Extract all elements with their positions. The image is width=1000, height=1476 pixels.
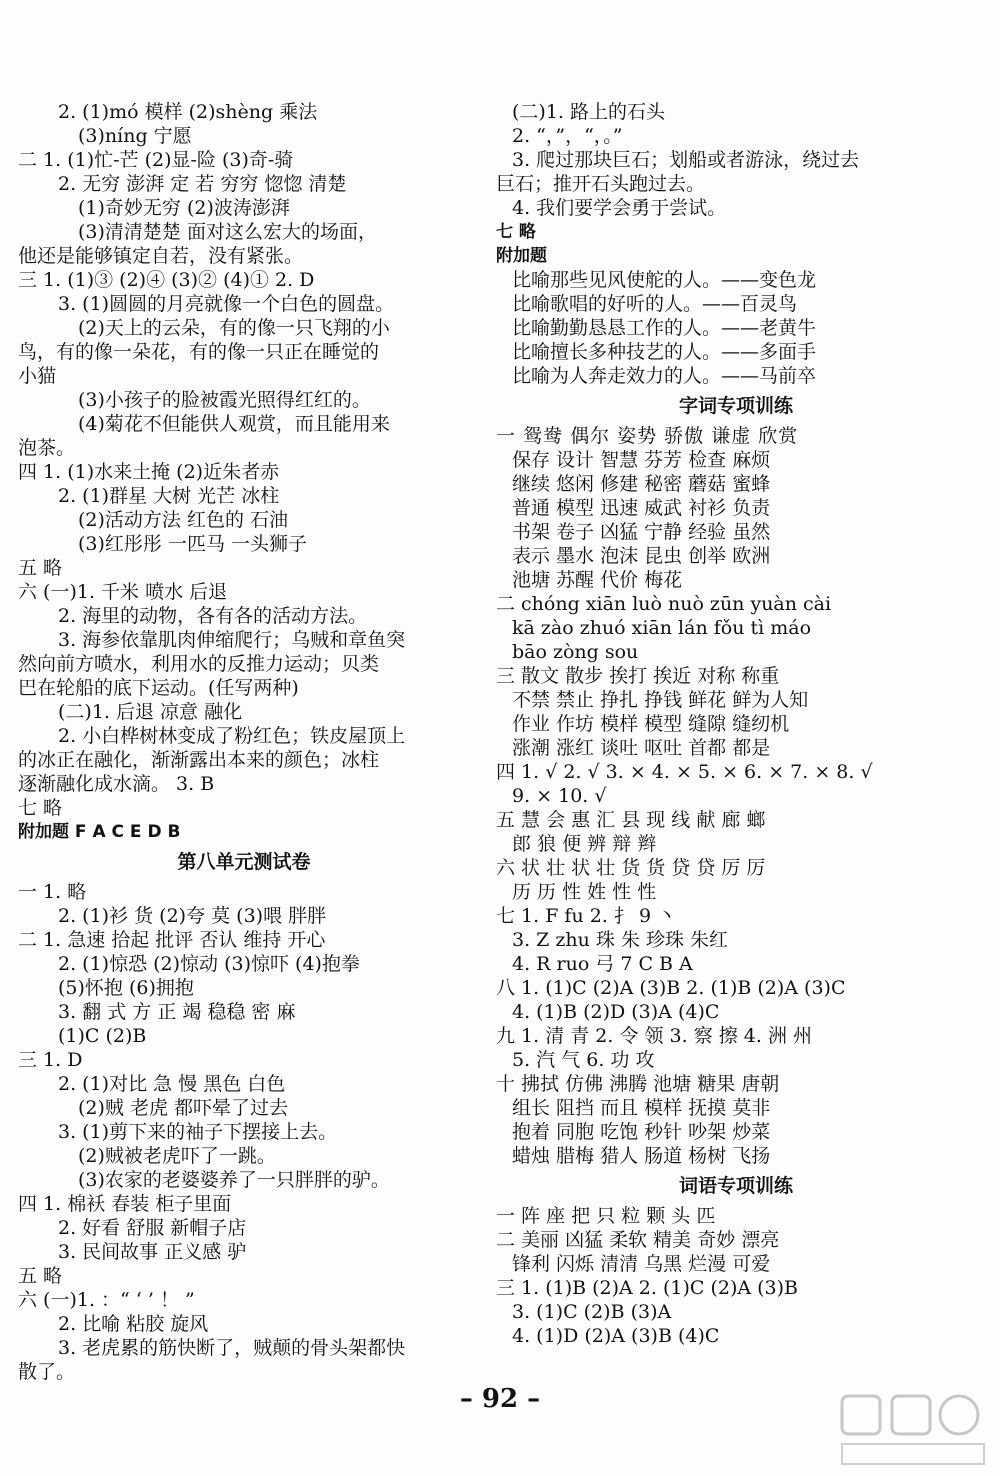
answer-line: (3)小孩子的脸被霞光照得红红的。 [78,389,371,411]
answer-line: 巨石；推开石头跑过去。 [496,173,706,195]
answer-line: 附加题 F A C E D B [18,822,181,842]
answer-line: 五 慧 会 惠 汇 县 现 线 献 廊 螂 [496,809,766,831]
answer-line: (2)天上的云朵，有的像一只飞翔的小 [78,317,390,339]
answer-line: 2. “，”，“，。” [512,125,623,147]
answer-line: 三 1. (1)③ (2)④ (3)② (4)① 2. D [18,269,315,291]
answer-line: 抱着 同胞 吃饱 秒针 吵架 炒菜 [512,1121,771,1143]
answer-line: 四 1. √ 2. √ 3. × 4. × 5. × 6. × 7. × 8. √ [496,761,873,783]
answer-line: 三 1. D [18,1049,83,1071]
answer-line: 9. × 10. √ [512,785,607,807]
watermark-logo [838,1392,988,1470]
answer-line: 继续 悠闲 修建 秘密 蘑菇 蜜蜂 [512,473,771,495]
answer-line: (2)活动方法 红色的 石油 [78,509,288,531]
answer-line: 组长 阻挡 而且 模样 抚摸 莫非 [512,1097,771,1119]
answer-line: 比喻擅长多种技艺的人。——多面手 [512,341,817,363]
answer-line: 七 略 [496,222,536,242]
answer-line: 九 1. 清 青 2. 令 领 3. 察 擦 4. 洲 州 [496,1025,812,1047]
answer-line: 六 (一)1. ：“ ‘ ’ ！ ” [18,1289,195,1311]
answer-line: 蜡烛 腊梅 猎人 肠道 杨树 飞扬 [512,1145,771,1167]
answer-line: 2. 小白桦树林变成了粉红色；铁皮屋顶上 [58,725,406,747]
answer-line: 逐渐融化成水滴。 3. B [18,773,215,795]
answer-line: 一 鸳鸯 偶尔 姿势 骄傲 谦虚 欣赏 [496,425,799,447]
answer-line: 小猫 [18,365,57,387]
answer-line: 三 散文 散步 挨打 挨近 对称 称重 [496,665,780,687]
answer-line: 书架 卷子 凶猛 宁静 经验 虽然 [512,521,771,543]
answer-line: (2)贼 老虎 都吓晕了过去 [78,1097,288,1119]
answer-line: 二 chóng xiān luò nuò zūn yuàn cài [496,593,832,615]
answer-line: 附加题 [496,246,547,266]
answer-line: 4. (1)D (2)A (3)B (4)C [512,1325,720,1347]
answer-line: 2. (1)对比 急 慢 黑色 白色 [58,1073,286,1095]
answer-line: 四 1. (1)水来土掩 (2)近朱者赤 [18,461,280,483]
answer-line: 比喻勤勤恳恳工作的人。——老黄牛 [512,317,817,339]
answer-line: 比喻为人奔走效力的人。——马前卒 [512,365,817,387]
answer-line: 池塘 苏醒 代价 梅花 [512,569,683,591]
answer-line: 4. R ruo 弓 7 C B A [512,953,693,975]
answer-line: 2. 无穷 澎湃 定 若 穷穷 惚惚 清楚 [58,173,347,195]
answer-line: 五 略 [18,557,63,579]
answer-line: (1)C (2)B [58,1025,147,1047]
section-heading: 第八单元测试卷 [177,851,311,873]
answer-line: 3. Z zhu 珠 朱 珍珠 朱红 [512,929,729,951]
answer-line: (二)1. 路上的石头 [512,101,665,123]
answer-line: (1)奇妙无穷 (2)波涛澎湃 [78,197,290,219]
section-heading: 字词专项训练 [678,395,793,417]
answer-line: 十 拂拭 仿佛 沸腾 池塘 糖果 唐朝 [496,1073,780,1095]
answer-line: 他还是能够镇定自若，没有紧张。 [18,245,304,267]
answer-line: 一 阵 座 把 只 粒 颗 头 匹 [496,1205,716,1227]
answer-line: 2. 海里的动物，各有各的活动方法。 [58,605,368,627]
answer-line: 3. 翻 式 方 正 竭 稳稳 密 麻 [58,1001,296,1023]
answer-line: 泡茶。 [18,437,76,459]
right-column [496,100,976,1348]
answer-line: 二 美丽 凶猛 柔软 精美 奇妙 漂亮 [496,1229,780,1251]
answer-line: 2. (1)惊恐 (2)惊动 (3)惊吓 (4)抱拳 [58,953,360,975]
answer-line: 散了。 [18,1361,76,1383]
answer-line: 作业 作坊 模样 模型 缝隙 缝纫机 [512,713,790,735]
answer-line: 二 1. 急速 拾起 批评 否认 维持 开心 [18,929,326,951]
answer-line: 5. 汽 气 6. 功 攻 [512,1049,655,1071]
answer-line: 3. (1)剪下来的袖子下摆接上去。 [58,1121,338,1143]
answer-line: 六 (一)1. 千米 喷水 后退 [18,581,228,603]
answer-line: 2. 好看 舒服 新帽子店 [58,1217,247,1239]
answer-line: 3. 民间故事 正义感 驴 [58,1241,247,1263]
answer-line: 五 略 [18,1265,63,1287]
section-heading: 词语专项训练 [678,1175,793,1197]
answer-line: 一 1. 略 [18,881,87,903]
answer-line: (5)怀抱 (6)拥抱 [58,977,194,999]
answer-line: 七 1. F fu 2. 扌 9 丶 [496,905,677,927]
answer-line: 涨潮 涨红 谈吐 呕吐 首都 都是 [512,737,771,759]
answer-line: 4. 我们要学会勇于尝试。 [512,197,727,219]
answer-line: 鸟，有的像一朵花，有的像一只正在睡觉的 [18,341,380,363]
answer-line: 3. 老虎累的筋快断了，贼颠的骨头架都快 [58,1337,406,1359]
answer-line: 巴在轮船的底下运动。(任写两种) [18,677,299,699]
answer-line: 锋利 闪烁 清清 乌黑 烂漫 可爱 [512,1253,771,1275]
answer-line: bāo zòng sou [512,641,639,663]
answer-line: 比喻歌唱的好听的人。——百灵鸟 [512,293,798,315]
answer-line: (二)1. 后退 凉意 融化 [58,701,243,723]
answer-line: (3)清清楚楚 面对这么宏大的场面， [78,221,377,243]
answer-line: 三 1. (1)B (2)A 2. (1)C (2)A (3)B [496,1277,799,1299]
answer-line: 七 略 [18,797,63,819]
answer-line: 2. (1)群星 大树 光芒 冰柱 [58,485,280,507]
answer-line: 四 1. 棉袄 春装 柜子里面 [18,1193,232,1215]
answer-line: kā zào zhuó xiān lán fǒu tì máo [512,617,812,639]
answer-line: 2. (1)衫 货 (2)夸 莫 (3)喂 胖胖 [58,905,327,927]
answer-line: 2. 比喻 粘胶 旋风 [58,1313,209,1335]
answer-line: 六 状 壮 状 壮 货 货 贷 贷 厉 厉 [496,857,766,879]
answer-line: 3. (1)圆圆的月亮就像一个白色的圆盘。 [58,293,395,315]
left-column [18,100,470,1384]
answer-line: 2. (1)mó 模样 (2)shèng 乘法 [58,101,318,123]
answer-line: 4. (1)B (2)D (3)A (4)C [512,1001,720,1023]
answer-line: 普通 模型 迅速 威武 衬衫 负责 [512,497,771,519]
answer-line: 郎 狼 便 辨 辩 辫 [512,833,657,855]
answer-line: (3)农家的老婆婆养了一只胖胖的驴。 [78,1169,390,1191]
answer-line: 3. 海参依靠肌肉伸缩爬行；乌贼和章鱼突 [58,629,406,651]
answer-line: 不禁 禁止 挣扎 挣钱 鲜花 鲜为人知 [512,689,809,711]
answer-line: 二 1. (1)忙-芒 (2)显-险 (3)奇-骑 [18,149,294,171]
answer-line: 3. 爬过那块巨石；划船或者游泳，绕过去 [512,149,860,171]
answer-line: 保存 设计 智慧 芬芳 检查 麻烦 [512,449,771,471]
answer-line: 比喻那些见风使舵的人。——变色龙 [512,269,817,291]
answer-line: 历 历 性 姓 性 性 [512,881,657,903]
answer-line: 3. (1)C (2)B (3)A [512,1301,672,1323]
page-number: – 92 – [459,1384,541,1414]
answer-line: (3)níng 宁愿 [78,125,192,147]
answer-line: (2)贼被老虎吓了一跳。 [78,1145,276,1167]
answer-line: (4)菊花不但能供人观赏，而且能用来 [78,413,390,435]
answer-line: 然向前方喷水，利用水的反推力运动；贝类 [18,653,380,675]
answer-line: 的冰正在融化，渐渐露出本来的颜色；冰柱 [18,749,380,771]
answer-line: 八 1. (1)C (2)A (3)B 2. (1)B (2)A (3)C [496,977,846,999]
answer-line: 表示 墨水 泡沫 昆虫 创举 欧洲 [512,545,771,567]
answer-line: (3)红彤彤 一匹马 一头狮子 [78,533,307,555]
